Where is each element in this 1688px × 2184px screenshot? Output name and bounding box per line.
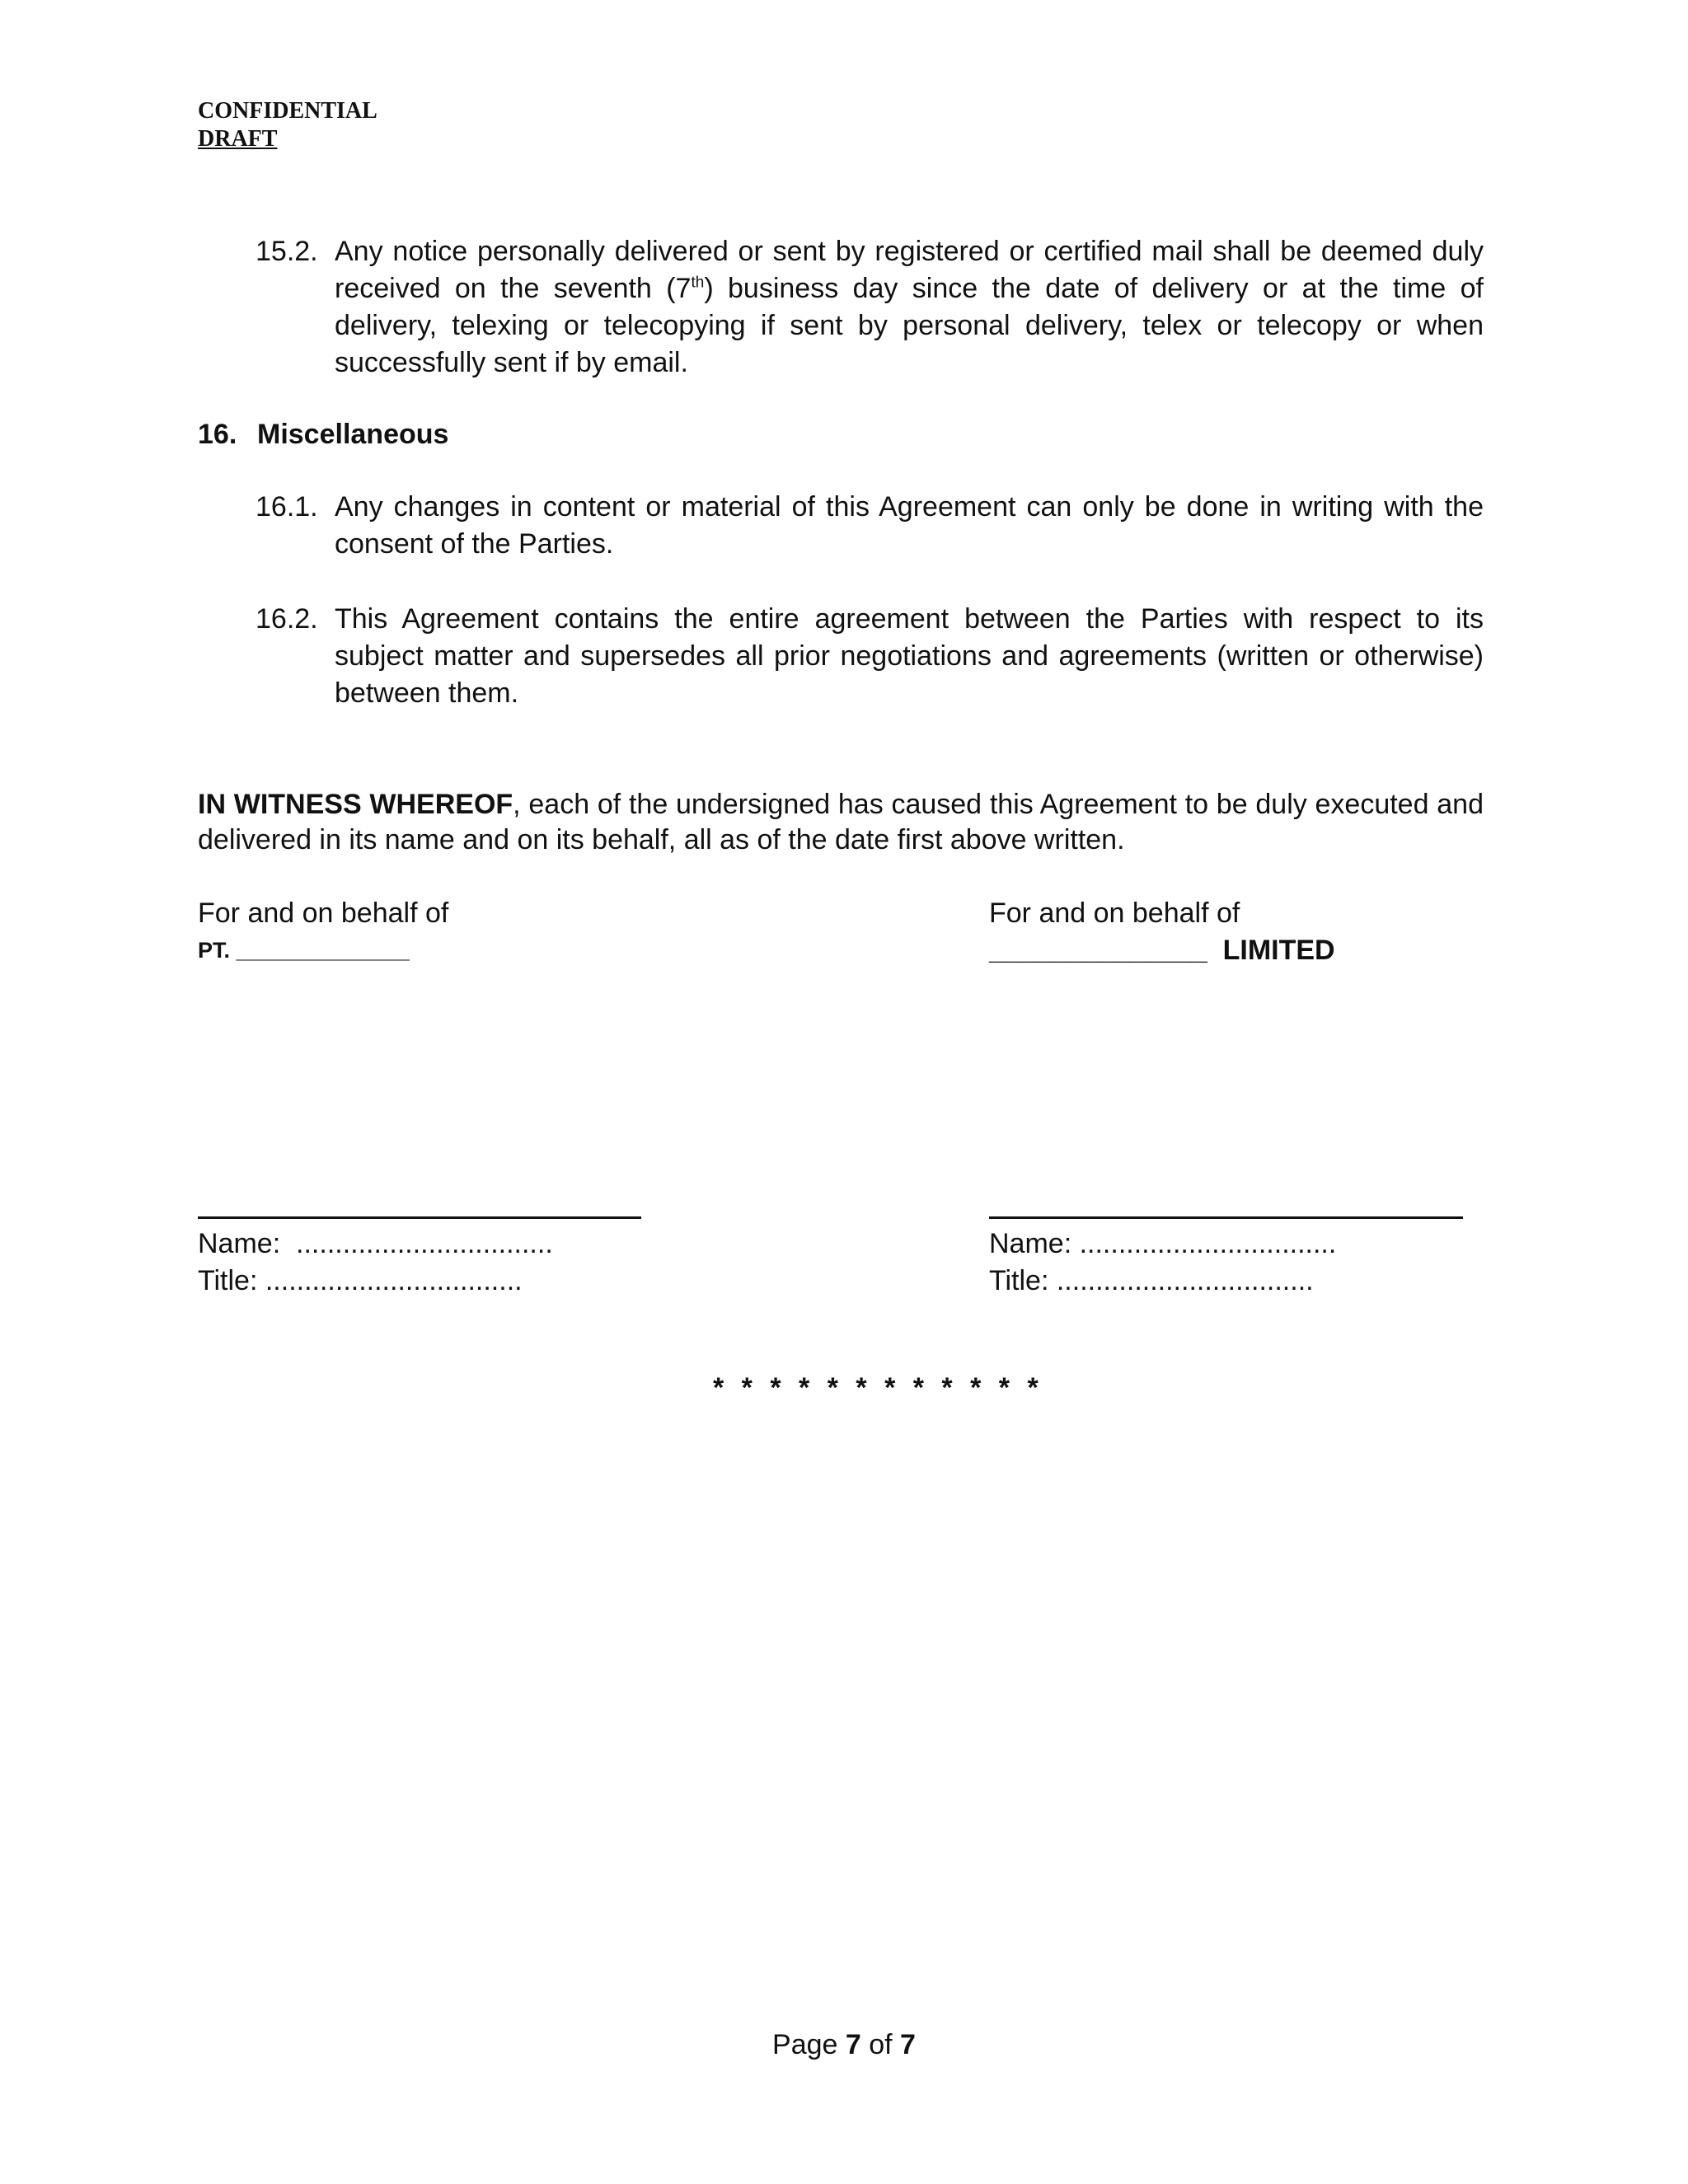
clause-number: 15.2. [256, 236, 318, 267]
right-signatory-block [989, 895, 1335, 969]
document-header [198, 97, 377, 153]
title-field-left: Title: ................................. [198, 1265, 523, 1296]
name-field-left: Name: ................................. [198, 1228, 553, 1259]
page-footer [0, 2029, 1688, 2061]
signature-line-right [989, 1216, 1463, 1219]
witness-bold-lead: IN WITNESS WHEREOF [198, 789, 513, 820]
title-field-right: Title: ................................. [989, 1265, 1314, 1296]
page-label: Page [772, 2029, 846, 2060]
party-name-right [989, 932, 1335, 969]
party-suffix: LIMITED [1207, 935, 1335, 966]
clause-number: 16.1. [256, 491, 318, 523]
name-field-right: Name: ................................. [989, 1228, 1337, 1259]
party-blank: ______________ [236, 938, 410, 963]
page-total: 7 [900, 2029, 916, 2060]
party-blank: ______________ [989, 935, 1207, 966]
clause-text-part: Any notice personally delivered or sent by registered or certified mail shall be deemed duly received on the seventh (7 [335, 236, 1484, 304]
clause-text: Any changes in content or material of this Agreement can only be done in writing with the consent of the Parties. [335, 491, 1484, 560]
left-signatory-block [198, 895, 448, 969]
on-behalf-label: For and on behalf of [989, 898, 1240, 929]
draft-label: DRAFT [198, 126, 278, 152]
clause-text [335, 233, 1484, 382]
page-current: 7 [845, 2029, 861, 2060]
ordinal-superscript: th [691, 274, 705, 292]
right-name-title [989, 1226, 1336, 1300]
on-behalf-label: For and on behalf of [198, 898, 449, 929]
clause-16-1 [256, 489, 1484, 563]
clause-15-2 [256, 233, 1484, 382]
end-of-document-marker: * * * * * * * * * * * * [713, 1372, 1043, 1404]
signature-line-left [198, 1216, 641, 1219]
of-label: of [860, 2029, 901, 2060]
witness-text: , each of the undersigned has caused this Agreement to be duly executed and delivered in its name and on its behalf, all as of the date first above written. [198, 789, 1484, 855]
clause-text-part: ) business day since the date of delivery or at the time of delivery, telexing or telecopying if sent by personal delivery, telex or telecopy or when successfully sent if by email. [335, 273, 1484, 378]
left-name-title [198, 1226, 553, 1300]
section-heading-16 [198, 416, 448, 453]
confidential-label: CONFIDENTIAL [198, 98, 377, 124]
party-name-left [198, 932, 448, 969]
witness-paragraph [198, 787, 1484, 858]
clause-number: 16.2. [256, 603, 318, 635]
clause-16-2 [256, 601, 1484, 712]
section-title: Miscellaneous [257, 419, 449, 450]
clause-text: This Agreement contains the entire agreement between the Parties with respect to its subject matter and supersedes all prior negotiations and agreements (written or otherwise) between them. [335, 603, 1484, 709]
party-prefix: PT. [198, 938, 237, 963]
section-number: 16. [198, 419, 237, 450]
